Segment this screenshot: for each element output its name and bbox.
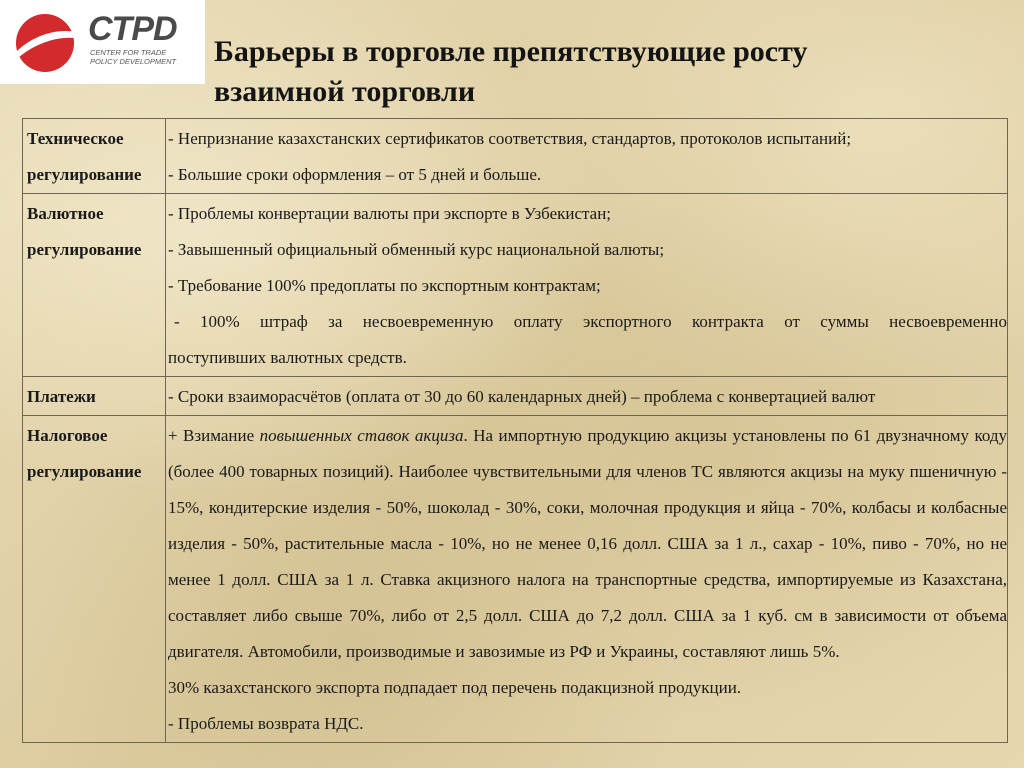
description-cell: - Проблемы конвертации валюты при экспорте в Узбекистан; - Завышенный официальный обменный курс национальной валюты; - Требование 100% предоплаты по экспортным контрактам; - 100% штраф за несвоевременную оплату экспортного контракта от суммы несвоевременно поступивших валютных средств.	[166, 194, 1008, 377]
table-row	[23, 377, 1008, 416]
table-row	[23, 194, 1008, 377]
ctpd-logo-icon	[12, 14, 78, 72]
category-cell: Техническое регулирование	[23, 119, 166, 194]
description-cell: + Взимание повышенных ставок акциза. На импортную продукцию акцизы установлены по 61 двузначному коду (более 400 товарных позиций). Наиболее чувствительными для членов ТС являются акцизы на муку пшеничную - 15%, кондитерские изделия - 50%, шоколад - 30%, соки, молочная продукция и яйца - 70%, колбасы и колбасные изделия - 50%, растительные масла - 10%, но не менее 0,16 долл. США за 1 л., сахар - 10%, пиво - 70%, но не менее 1 долл. США за 1 л. Ставка акцизного налога на транспортные средства, импортируемые из Казахстана, составляет либо свыше 70%, либо от 2,5 долл. США до 7,2 долл. США за 1 куб. см в зависимости от объема двигателя. Автомобили, производимые и завозимые из РФ и Украины, составляют лишь 5%. 30% казахстанского экспорта подпадает под перечень подакцизной продукции. - Проблемы возврата НДС.	[166, 416, 1008, 743]
page-title	[214, 32, 1004, 112]
logo-name: CTPD	[88, 10, 177, 48]
description-cell: - Сроки взаиморасчётов (оплата от 30 до 60 календарных дней) – проблема с конвертацией валют	[166, 377, 1008, 416]
description-cell: - Непризнание казахстанских сертификатов соответствия, стандартов, протоколов испытаний; - Большие сроки оформления – от 5 дней и больше.	[166, 119, 1008, 194]
table-row	[23, 416, 1008, 743]
table-row	[23, 119, 1008, 194]
category-cell: Валютное регулирование	[23, 194, 166, 377]
title-line-2: взаимной торговли	[214, 75, 476, 108]
barriers-table	[22, 118, 1008, 743]
logo-subtitle: CENTER FOR TRADE POLICY DEVELOPMENT	[90, 48, 177, 66]
title-line-1: Барьеры в торговле препятствующие росту	[214, 35, 808, 68]
category-cell: Налоговое регулирование	[23, 416, 166, 743]
logo	[0, 0, 205, 84]
category-cell: Платежи	[23, 377, 166, 416]
tax-emphasis: повышенных ставок акциза	[259, 426, 464, 445]
tax-paragraph: + Взимание повышенных ставок акциза. На импортную продукцию акцизы установлены по 61 двузначному коду (более 400 товарных позиций). Наиболее чувствительными для членов ТС являются акцизы на муку пшеничную - 15%, кондитерские изделия - 50%, шоколад - 30%, соки, молочная продукция и яйца - 70%, колбасы и колбасные изделия - 50%, растительные масла - 10%, но не менее 0,16 долл. США за 1 л., сахар - 10%, пиво - 70%, но не менее 1 долл. США за 1 л. Ставка акцизного налога на транспортные средства, импортируемые из Казахстана, составляет либо свыше 70%, либо от 2,5 долл. США до 7,2 долл. США за 1 куб. см в зависимости от объема двигателя. Автомобили, производимые и завозимые из РФ и Украины, составляют лишь 5%.	[168, 426, 1008, 661]
